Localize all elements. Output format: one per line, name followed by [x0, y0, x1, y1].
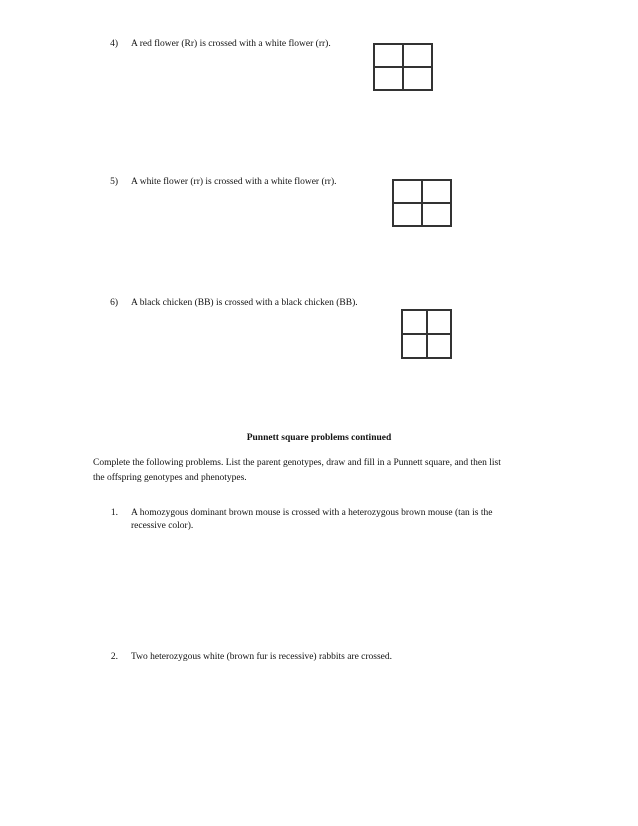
punnett-square-4 [373, 43, 433, 91]
section-title: Punnett square problems continued [246, 433, 392, 443]
continued-problem-1-number: 1. [110, 508, 118, 518]
problem-5-text: A white flower (rr) is crossed with a white flower (rr). [131, 177, 337, 187]
continued-problem-2-line-1: Two heterozygous white (brown fur is recessive) rabbits are crossed. [131, 652, 393, 662]
punnett-square-5 [392, 179, 452, 227]
continued-problem-1-line-1: A homozygous dominant brown mouse is crossed with a heterozygous brown mouse (tan is the [131, 508, 493, 518]
punnett-square-6 [401, 309, 452, 359]
continued-problem-1-line-2: recessive color). [131, 521, 194, 531]
instructions-line-1: Complete the following problems. List the parent genotypes, draw and fill in a Punnett square, and then list [93, 458, 501, 468]
problem-4-text: A red flower (Rr) is crossed with a white flower (rr). [131, 39, 331, 49]
instructions-line-2: the offspring genotypes and phenotypes. [93, 473, 247, 483]
problem-4-number: 4) [110, 39, 118, 49]
continued-problem-2-number: 2. [110, 652, 118, 662]
problem-5-number: 5) [110, 177, 118, 187]
problem-6-text: A black chicken (BB) is crossed with a black chicken (BB). [131, 298, 358, 308]
problem-6-number: 6) [110, 298, 118, 308]
